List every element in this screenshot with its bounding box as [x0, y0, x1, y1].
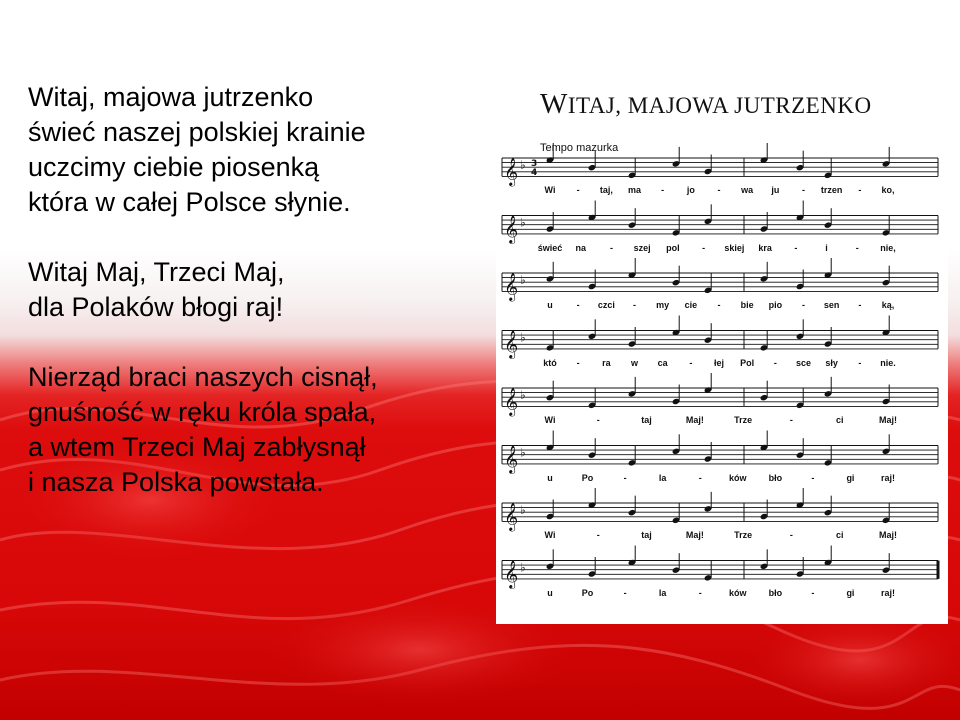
lyric-syllable: - [576, 357, 580, 368]
lyric-syllable: Trze [734, 415, 753, 426]
lyric-syllable: taj, [599, 185, 613, 196]
lyric-syllable: czci [597, 300, 615, 311]
lyric-syllable: la [658, 587, 667, 598]
lyric-syllable: raj! [880, 587, 896, 598]
lyric-syllable: - [596, 530, 600, 541]
treble-clef-icon: 𝄞 [504, 444, 519, 473]
lyric-syllable: my [656, 300, 670, 311]
lyric-syllable: - [717, 185, 721, 196]
lyric-syllable: u [547, 472, 553, 483]
flat-icon: ♭ [520, 158, 526, 173]
lyric-syllable: któ [543, 357, 557, 368]
lyric-line: świeć naszej polskiej krainie [28, 117, 366, 147]
lyric-syllable: Wi [544, 415, 556, 426]
flat-icon: ♭ [520, 503, 526, 518]
stanza-gap [28, 325, 488, 360]
lyric-syllable: - [789, 415, 793, 426]
lyric-syllable: - [576, 300, 580, 311]
lyric-syllable: bło [768, 587, 783, 598]
treble-clef-icon: 𝄞 [504, 559, 519, 588]
flat-icon: ♭ [520, 273, 526, 288]
lyric-syllable: ków [729, 587, 747, 598]
flat-icon: ♭ [520, 388, 526, 403]
lyric-syllable: - [633, 300, 636, 311]
flat-icon: ♭ [520, 330, 526, 345]
lyric-syllable: - [623, 587, 627, 598]
lyric-syllable: - [855, 242, 859, 253]
lyric-syllable: Wi [544, 185, 556, 196]
lyric-syllable: na [575, 242, 586, 253]
lyric-syllable: sły [825, 357, 838, 368]
lyric-syllable: Wi [544, 530, 556, 541]
lyric-syllable: - [689, 357, 693, 368]
lyric-syllable: ko, [881, 185, 895, 196]
time-signature-top: 3 [531, 159, 538, 169]
flat-icon: ♭ [520, 445, 526, 460]
lyric-syllable: - [698, 472, 702, 483]
lyric-syllable: skiej [724, 242, 745, 253]
treble-clef-icon: 𝄞 [504, 329, 519, 358]
tempo-marking: Tempo mazurka [540, 142, 619, 154]
treble-clef-icon: 𝄞 [504, 214, 519, 243]
treble-clef-icon: 𝄞 [504, 157, 519, 186]
sheet-music [496, 80, 948, 624]
refrain-line: dla Polaków błogi raj! [28, 292, 284, 322]
lyric-syllable: - [858, 185, 862, 196]
lyric-line: Witaj, majowa jutrzenko [28, 82, 314, 112]
lyric-syllable: Po [581, 472, 594, 483]
lyric-line: a wtem Trzeci Maj zabłysnął [28, 432, 366, 462]
flat-icon: ♭ [520, 215, 526, 230]
lyric-syllable: gi [846, 587, 855, 598]
lyric-syllable: - [811, 587, 815, 598]
lyric-syllable: - [802, 185, 805, 196]
lyric-syllable: łej [713, 357, 725, 368]
lyric-syllable: raj! [880, 472, 896, 483]
stanza-gap [28, 220, 488, 255]
lyric-syllable: ma [627, 185, 642, 196]
lyric-syllable: pio [768, 300, 783, 311]
lyric-syllable: - [698, 587, 702, 598]
lyric-syllable: - [858, 357, 862, 368]
lyric-syllable: Pol [740, 357, 755, 368]
lyric-line: i nasza Polska powstała. [28, 467, 324, 497]
lyric-syllable: - [794, 242, 798, 253]
lyric-syllable: bie [740, 300, 754, 311]
lyric-syllable: cie [684, 300, 698, 311]
lyric-syllable: ra [602, 357, 611, 368]
lyric-syllable: - [789, 530, 793, 541]
lyric-syllable: - [773, 357, 777, 368]
lyric-syllable: w [630, 357, 639, 368]
treble-clef-icon: 𝄞 [504, 387, 519, 416]
sheet-title-rest: ITAJ, MAJOWA JUTRZENKO [567, 93, 872, 118]
lyric-syllable: ków [729, 472, 747, 483]
lyric-syllable: Maj! [685, 530, 704, 541]
lyric-syllable: i [825, 242, 828, 253]
refrain-line: Witaj Maj, Trzeci Maj, [28, 257, 285, 287]
lyric-syllable: - [596, 415, 600, 426]
lyric-syllable: sce [795, 357, 812, 368]
sheet-title-initial: W [540, 88, 568, 120]
lyric-syllable: la [658, 472, 667, 483]
lyric-syllable: nie, [880, 242, 896, 253]
lyric-syllable: - [702, 242, 706, 253]
lyric-syllable: pol [666, 242, 680, 253]
lyric-syllable: nie. [880, 357, 896, 368]
lyric-syllable: gi [846, 472, 855, 483]
lyric-syllable: - [661, 185, 665, 196]
lyric-line: która w całej Polsce słynie. [28, 187, 351, 217]
lyric-syllable: bło [768, 472, 783, 483]
lyric-syllable: ką, [881, 300, 895, 311]
lyric-syllable: Trze [734, 530, 753, 541]
lyric-syllable: - [576, 185, 580, 196]
lyric-syllable: ci [835, 530, 844, 541]
lyric-syllable: ju [771, 185, 780, 196]
music-staves [496, 80, 948, 624]
lyric-line: Nierząd braci naszych cisnął, [28, 362, 378, 392]
lyric-syllable: jo [686, 185, 695, 196]
lyric-syllable: - [858, 300, 862, 311]
treble-clef-icon: 𝄞 [504, 272, 519, 301]
lyric-syllable: Maj! [685, 415, 704, 426]
lyric-syllable: ca [657, 357, 668, 368]
lyric-syllable: ci [835, 415, 844, 426]
lyric-syllable: Po [581, 587, 594, 598]
lyric-syllable: - [717, 300, 721, 311]
time-signature-bottom: 4 [531, 168, 538, 178]
lyric-syllable: - [609, 242, 613, 253]
lyric-syllable: sen [823, 300, 840, 311]
lyric-line: uczcimy ciebie piosenką [28, 152, 320, 182]
lyric-syllable: - [623, 472, 627, 483]
lyric-syllable: trzen [820, 185, 843, 196]
lyric-syllable: taj [641, 415, 652, 426]
lyric-syllable: Maj! [879, 530, 897, 541]
lyric-syllable: taj [641, 530, 652, 541]
lyric-syllable: świeć [537, 242, 563, 253]
lyric-syllable: u [547, 300, 553, 311]
lyrics-text [28, 80, 488, 500]
lyric-syllable: - [811, 472, 815, 483]
lyric-syllable: wa [741, 185, 754, 196]
lyric-syllable: kra [758, 242, 772, 253]
lyric-syllable: szej [633, 242, 651, 253]
lyric-line: gnuśność w ręku króla spała, [28, 397, 377, 427]
lyric-syllable: - [802, 300, 805, 311]
flat-icon: ♭ [520, 560, 526, 575]
lyric-syllable: Maj! [879, 415, 897, 426]
treble-clef-icon: 𝄞 [504, 502, 519, 531]
lyric-syllable: u [547, 587, 553, 598]
